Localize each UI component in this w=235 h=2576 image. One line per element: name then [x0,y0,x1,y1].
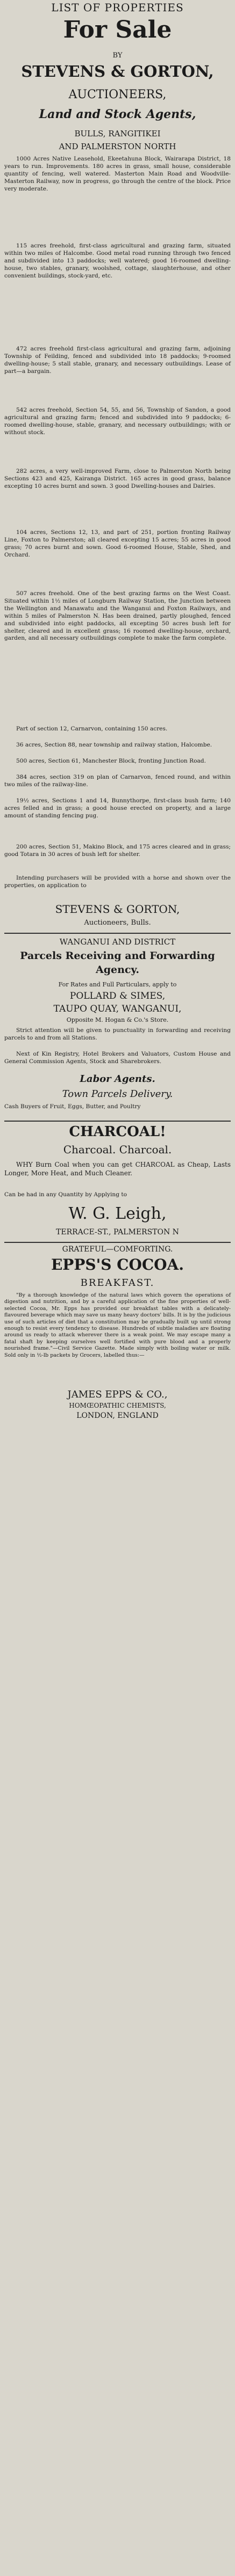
auctioneers-label: AUCTIONEERS, [68,88,167,101]
listing-11: 384 acres, section 319 on plan of Carnarvon, fenced round, and within two miles of the railway-line. [4,774,231,788]
wanganui-town: TAUPO QUAY, WANGANUI, [53,1004,182,1014]
listing-2: 115 acres freehold, first-class agricultural and grazing farm, situated within two miles of Halcombe. Good metal road running through two fenced and subdivided into 13 paddocks; well watered; good 16-roomed dwelling-house, two stables, granary, woolshed, cottage, slaughterhouse, and other convenient buildings, stock-yard, etc. [4,243,231,279]
location-line-2: AND PALMERSTON NORTH [59,142,176,151]
wanganui-name: POLLARD & SIMES, [69,991,166,1001]
listing-5: 282 acres, a very well-improved Farm, close to Palmerston North being Sections 423 and 425, Kairanga District. 165 acres in good grass, balance excepting 10 acres burnt and sown. 3 good Dwelling-houses and Dairies. [4,468,231,489]
listing-10: 500 acres, Section 61, Manchester Block, fronting Junction Road. [16,758,206,764]
intending-purchasers: Intending purchasers will be provided with a horse and shown over the properties, on application to [4,875,231,889]
listing-6: 104 acres, Sections 12, 13, and part of 251, portion fronting Railway Line, Foxton to Palmerston; all cleared excepting 15 acres; 55 acres in good grass; 70 acres burnt and sown. Good 6-roomed House, Stable, Shed, and Orchard. [4,529,231,558]
signature-sub: Auctioneers, Bulls. [84,919,151,927]
listing-4: 542 acres freehold, Section 54, 55, and 56, Township of Sandon, a good agricultural and grazing farm; fenced and subdivided into 9 paddocks; 6-roomed dwelling-house, stable, granary, and necessary outbuildings; with or without stock. [4,407,231,436]
listing-3: 472 acres freehold first-class agricultural and grazing farm, adjoining Township of Feilding, fenced and subdivided into 18 paddocks; 9-roomed dwelling-house; 5 stall stable, granary, and necessary outbuildings. Lease of part—a bargain. [4,346,231,375]
charcoal-address: TERRACE-ST., PALMERSTON N [56,1228,179,1236]
epps-grateful: GRATEFUL—COMFORTING. [62,1245,173,1254]
agents-label: Land and Stock Agents, [39,107,196,121]
wanganui-town-parcels: Town Parcels Delivery. [62,1088,173,1100]
listing-12: 19½ acres, Sections 1 and 14, Bunnythorpe, first-class bush farm; 140 acres felled and in grass; a good house erected on property, and a large amount of standing fencing pug. [4,797,231,819]
epps-breakfast: BREAKFAST. [80,1277,155,1289]
epps-name: JAMES EPPS & CO., [67,1389,168,1400]
wanganui-head-1: WANGANUI AND DISTRICT [59,937,176,947]
wanganui-strict: Strict attention will be given to punctuality in forwarding and receiving parcels to and from all Stations. [4,1027,231,1041]
wanganui-cash: Cash Buyers of Fruit, Eggs, Butter, and Poultry [4,1103,141,1110]
charcoal-line-2: Charcoal. Charcoal. [63,1143,172,1156]
listing-13: 200 acres, Section 51, Makino Block, and 175 acres cleared and in grass; good Totara in 30 acres of bush left for shelter. [4,844,231,858]
wanganui-kin: Next of Kin Registry, Hotel Brokers and Valuators, Custom House and General Commission Agents, Stock and Sharebrokers. [4,1051,231,1065]
divider [4,933,231,934]
epps-city: LONDON, ENGLAND [76,1411,159,1420]
divider [4,1242,231,1243]
location-line-1: BULLS, RANGITIKEI [74,129,161,138]
wanganui-head-2: Parcels Receiving and Forwarding Agency. [20,950,215,976]
wanganui-labor: Labor Agents. [80,1073,155,1085]
listing-8: Part of section 12, Carnarvon, containing 150 acres. [16,726,168,732]
charcoal-name: W. G. Leigh, [68,1204,167,1223]
listing-7: 507 acres freehold. One of the best grazing farms on the West Coast. Situated within 1½ miles of Longburn Railway Station, the Junction between the Wellington and Manawatu and the Wanganui and Foxton Railways, and within 5 miles of Palmerston N. Has been drained, partly ploughed, fenced and subdivided into eight paddocks, all excepting 50 acres bush left for shelter, cleared and in excellent grass; 16 roomed dwelling-house, orchard, garden, and all necessary outbuildings complete to make the farm complete. [4,590,231,642]
epps-title: EPPS'S COCOA. [51,1256,184,1274]
wanganui-opp: Opposite M. Hogan & Co.'s Store. [66,1016,169,1023]
signature-firm: STEVENS & GORTON, [55,903,180,916]
epps-body: "By a thorough knowledge of the natural laws which govern the operations of digestion and nutrition, and by a careful application of the fine properties of well-selected Cocoa, Mr. Epps has provided our breakfast tables with a delicately-flavoured beverage which may save us many heavy doctors' bills. It is by the judicious use of such articles of diet that a constitution may be gradually built up until strong enough to resist every tendency to disease. Hundreds of subtle maladies are floating around us ready to attack wherever there is a weak point. We may escape many a fatal shaft by keeping ourselves well fortified with pure blood and a properly nourished frame."—Civil Service Gazette. Made simply with boiling water or milk. Sold only in ½-lb packets by Grocers, labelled thus:— [4,1292,231,1358]
epps-sub: HOMŒOPATHIC CHEMISTS, [69,1402,166,1409]
charcoal-title: CHARCOAL! [69,1124,166,1140]
charcoal-had: Can be had in any Quantity by Applying to [4,1191,127,1198]
listing-1: 1000 Acres Native Leasehold, Ekeetahuna Block, Wairarapa District, 18 years to run. Improvements. 180 acres in grass, small house, considerable quantity of fencing, well watered. Masterton Main Road and Woodville-Masterton Railway, now in progress, go through the centre of the block. Price very moderate. [4,156,231,192]
wanganui-rates: For Rates and Full Particulars, apply to [58,981,177,988]
firm-name: STEVENS & GORTON, [21,62,214,80]
by-label: BY [112,52,123,60]
list-header: LIST OF PROPERTIES [51,1,184,14]
divider [4,1121,231,1122]
for-sale-title: For Sale [63,16,172,43]
charcoal-why: WHY Burn Coal when you can get CHARCOAL as Cheap, Lasts Longer, More Heat, and Much Cleaner. [4,1161,231,1177]
listing-9: 36 acres, Section 88, near township and railway station, Halcombe. [16,742,212,748]
